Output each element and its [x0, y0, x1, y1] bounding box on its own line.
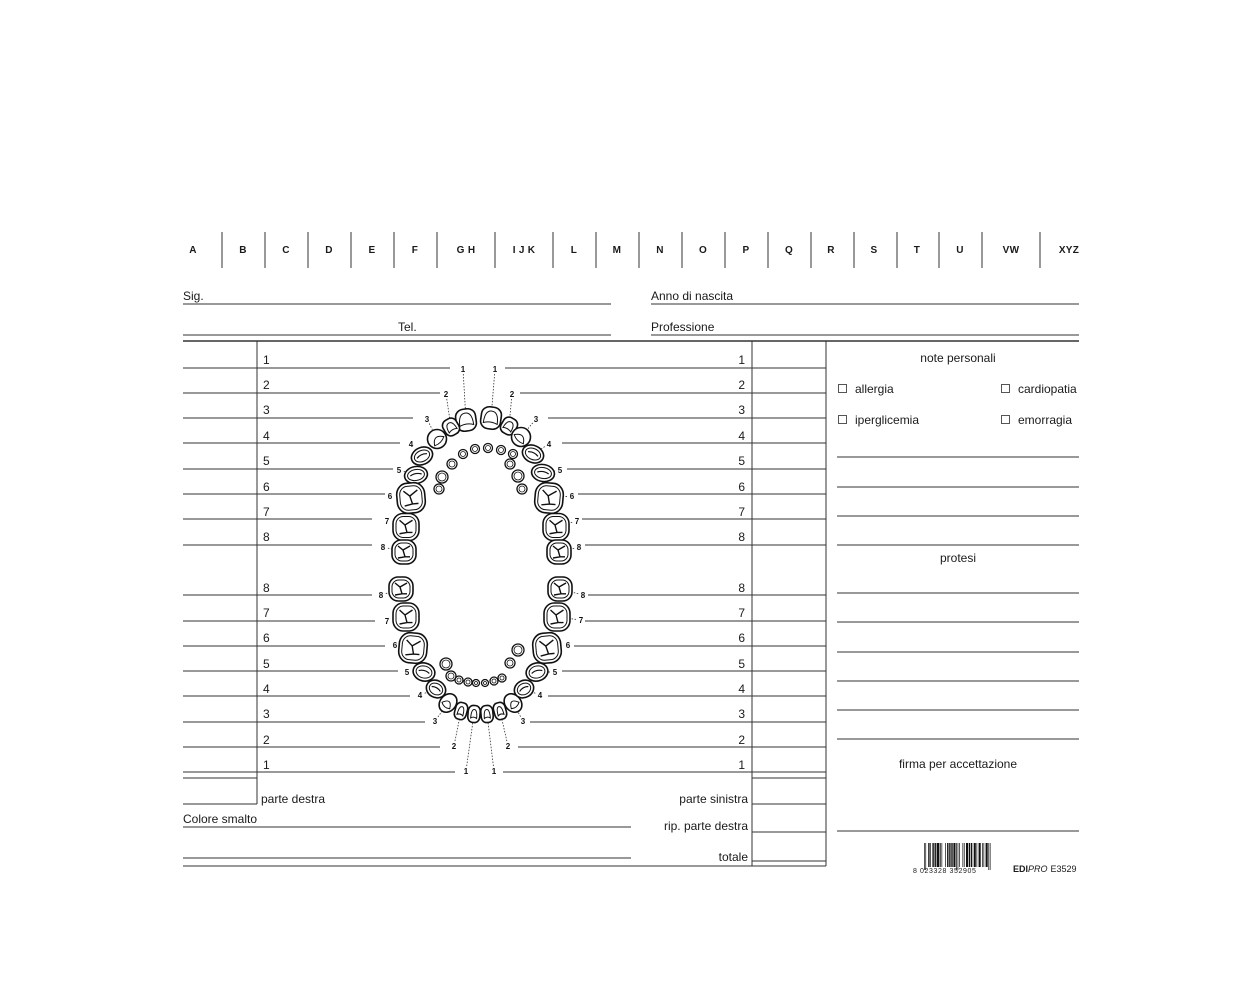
- right-side-label: parte destra: [261, 792, 326, 806]
- tooth-leader-line: [463, 374, 465, 409]
- tooth-q4-6: [398, 632, 429, 664]
- tooth-number-q1-7: 7: [384, 517, 390, 526]
- tooth-leader-line: [510, 399, 512, 418]
- row-number-right: 7: [738, 505, 745, 519]
- index-tab-b: B: [239, 245, 247, 256]
- row-number-left: 8: [263, 581, 270, 595]
- primary-tooth: [512, 470, 524, 482]
- row-number-right: 3: [738, 403, 745, 417]
- tooth-number-q3-3: 3: [520, 717, 526, 726]
- tooth-number-q3-8: 8: [580, 591, 586, 600]
- primary-tooth: [459, 450, 468, 459]
- tooth-number-q3-7: 7: [578, 616, 584, 625]
- primary-tooth: [509, 450, 518, 459]
- tooth-number-q4-5: 5: [404, 668, 410, 677]
- tooth-q2-5: [530, 463, 556, 484]
- row-number-right: 3: [738, 707, 745, 721]
- tooth-q2-7: [543, 514, 569, 541]
- tooth-q1-8: [392, 540, 416, 564]
- enamel-color-label: Colore smalto: [183, 812, 258, 826]
- tooth-q1-6: [396, 482, 427, 514]
- row-number-left: 6: [263, 480, 270, 494]
- tooth-number-q4-3: 3: [432, 717, 438, 726]
- index-tab-n: N: [656, 245, 664, 256]
- tooth-number-q3-4: 4: [537, 691, 543, 700]
- tooth-q2-6: [534, 482, 565, 514]
- row-number-right: 1: [738, 758, 745, 772]
- row-number-right: 2: [738, 378, 745, 392]
- tooth-leader-line: [541, 447, 545, 449]
- tooth-number-q1-6: 6: [387, 492, 393, 501]
- product-code: E3529: [1050, 864, 1077, 874]
- row-number-left: 7: [263, 505, 270, 519]
- index-tab-gh: G H: [456, 245, 476, 256]
- tooth-number-q4-7: 7: [384, 617, 390, 626]
- tooth-leader-line: [573, 592, 579, 593]
- index-tab-e: E: [368, 245, 376, 256]
- tooth-number-q2-3: 3: [533, 415, 539, 424]
- index-tab-q: Q: [784, 245, 794, 256]
- row-number-left: 5: [263, 454, 270, 468]
- primary-tooth: [455, 676, 463, 684]
- index-tab-r: R: [827, 245, 835, 256]
- index-tab-vw: VW: [1002, 245, 1020, 256]
- tooth-number-q2-2: 2: [509, 390, 515, 399]
- primary-tooth: [473, 680, 480, 687]
- tooth-q1-7: [393, 514, 419, 541]
- cardiopatia-checkbox: [1001, 384, 1010, 393]
- tooth-number-q2-6: 6: [569, 492, 575, 501]
- tooth-leader-line: [447, 399, 450, 419]
- tooth-leader-line: [425, 692, 427, 693]
- row-number-right: 4: [738, 682, 745, 696]
- tooth-number-q4-6: 6: [392, 641, 398, 650]
- emorragia-checkbox: [1001, 415, 1010, 424]
- tooth-q2-8: [547, 540, 571, 564]
- barcode: [924, 843, 991, 870]
- tooth-leader-line: [467, 721, 473, 766]
- row-number-right: 6: [738, 631, 745, 645]
- row-number-left: 6: [263, 631, 270, 645]
- brand-pro: PRO: [1028, 864, 1048, 874]
- row-number-right: 5: [738, 657, 745, 671]
- row-number-left: 4: [263, 429, 270, 443]
- tooth-q4-1: [467, 705, 480, 723]
- index-tab-d: D: [325, 245, 333, 256]
- row-number-left: 4: [263, 682, 270, 696]
- profession-label: Professione: [651, 320, 715, 334]
- tooth-number-q1-4: 4: [408, 440, 414, 449]
- tooth-number-q2-8: 8: [576, 543, 582, 552]
- primary-tooth: [505, 459, 515, 469]
- tooth-leader-line: [386, 593, 389, 594]
- tooth-number-q3-5: 5: [552, 668, 558, 677]
- tooth-number-q2-5: 5: [557, 466, 563, 475]
- allergia-checkbox: [838, 384, 847, 393]
- tooth-number-q1-2: 2: [443, 390, 449, 399]
- tooth-number-q1-1: 1: [460, 365, 466, 374]
- primary-tooth: [498, 674, 506, 682]
- primary-tooth: [440, 658, 452, 670]
- sig-label: Sig.: [183, 289, 204, 303]
- tooth-number-q4-8: 8: [378, 591, 384, 600]
- left-side-label: parte sinistra: [679, 792, 748, 806]
- tooth-number-q1-3: 3: [424, 415, 430, 424]
- index-tab-c: C: [282, 245, 290, 256]
- index-tab-s: S: [870, 245, 878, 256]
- tooth-q2-1: [480, 406, 503, 431]
- tooth-leader-line: [569, 522, 572, 523]
- tooth-leader-line: [388, 548, 391, 549]
- allergia-label: allergia: [855, 382, 894, 396]
- index-tab-xyz: XYZ: [1058, 245, 1080, 256]
- row-number-right: 8: [738, 530, 745, 544]
- tooth-q3-1: [480, 705, 493, 723]
- tooth-number-q4-2: 2: [451, 742, 457, 751]
- right-side-carried-label: rip. parte destra: [663, 819, 748, 833]
- primary-tooth: [434, 484, 444, 494]
- tooth-leader-line: [571, 619, 576, 620]
- emorragia-label: emorragia: [1018, 413, 1073, 427]
- row-number-left: 3: [263, 707, 270, 721]
- tooth-number-q4-4: 4: [417, 691, 423, 700]
- primary-tooth: [447, 459, 457, 469]
- primary-tooth: [505, 658, 515, 668]
- publisher-logo: [1013, 864, 1077, 875]
- tooth-leader-line: [572, 548, 575, 549]
- row-number-right: 7: [738, 606, 745, 620]
- row-number-right: 8: [738, 581, 745, 595]
- index-tab-u: U: [956, 245, 964, 256]
- iperglicemia-checkbox: [838, 415, 847, 424]
- tooth-q3-7: [544, 603, 570, 631]
- tooth-q4-8: [389, 577, 413, 601]
- row-number-right: 6: [738, 480, 745, 494]
- tooth-leader-line: [533, 692, 535, 693]
- tooth-leader-line: [492, 374, 495, 407]
- index-tab-t: T: [913, 245, 921, 256]
- index-tab-l: L: [570, 245, 578, 256]
- tooth-number-q3-2: 2: [505, 742, 511, 751]
- birth-year-label: Anno di nascita: [651, 289, 734, 303]
- tooth-leader-line: [488, 721, 494, 766]
- primary-tooth: [490, 677, 498, 685]
- index-tab-m: M: [612, 245, 622, 256]
- tooth-leader-line: [455, 718, 460, 741]
- index-tab-o: O: [698, 245, 708, 256]
- total-label: totale: [718, 850, 748, 864]
- tooth-q3-8: [548, 577, 572, 601]
- tooth-leader-line: [528, 423, 533, 429]
- notes-title: note personali: [920, 351, 996, 365]
- primary-tooth: [512, 644, 524, 656]
- tooth-number-q1-5: 5: [396, 466, 402, 475]
- tooth-number-q1-8: 8: [380, 543, 386, 552]
- tooth-number-q2-1: 1: [492, 365, 498, 374]
- primary-tooth: [482, 680, 489, 687]
- row-number-left: 2: [263, 733, 270, 747]
- brand-edi: EDI: [1013, 864, 1029, 874]
- primary-tooth: [471, 445, 480, 454]
- row-number-right: 2: [738, 733, 745, 747]
- tooth-number-q2-7: 7: [574, 517, 580, 526]
- row-number-left: 5: [263, 657, 270, 671]
- primary-tooth: [517, 484, 527, 494]
- primary-tooth: [484, 444, 493, 453]
- prosthesis-title: protesi: [939, 551, 977, 565]
- row-number-left: 1: [263, 758, 270, 772]
- tooth-q4-7: [393, 603, 419, 631]
- index-tab-p: P: [742, 245, 750, 256]
- row-number-right: 4: [738, 429, 745, 443]
- tooth-number-q3-1: 1: [491, 767, 497, 776]
- tooth-number-q4-1: 1: [463, 767, 469, 776]
- index-tab-a: A: [189, 245, 197, 256]
- primary-tooth: [464, 678, 472, 686]
- primary-tooth: [436, 471, 448, 483]
- row-number-left: 2: [263, 378, 270, 392]
- index-tab-f: F: [411, 245, 419, 256]
- iperglicemia-label: iperglicemia: [855, 413, 920, 427]
- row-number-left: 3: [263, 403, 270, 417]
- tel-label: Tel.: [398, 320, 417, 334]
- tooth-q3-6: [532, 632, 563, 664]
- row-number-left: 1: [263, 353, 270, 367]
- row-number-right: 5: [738, 454, 745, 468]
- signature-label: firma per accettazione: [898, 757, 1018, 771]
- index-tab-ijk: I J K: [512, 245, 536, 256]
- cardiopatia-label: cardiopatia: [1018, 382, 1077, 396]
- tooth-number-q3-6: 6: [565, 641, 571, 650]
- tooth-leader-line: [429, 423, 432, 429]
- barcode-number: 8 023328 352905: [913, 868, 977, 875]
- row-number-left: 7: [263, 606, 270, 620]
- row-number-left: 8: [263, 530, 270, 544]
- primary-tooth: [497, 446, 506, 455]
- row-number-right: 1: [738, 353, 745, 367]
- tooth-leader-line: [502, 718, 507, 741]
- tooth-number-q2-4: 4: [546, 440, 552, 449]
